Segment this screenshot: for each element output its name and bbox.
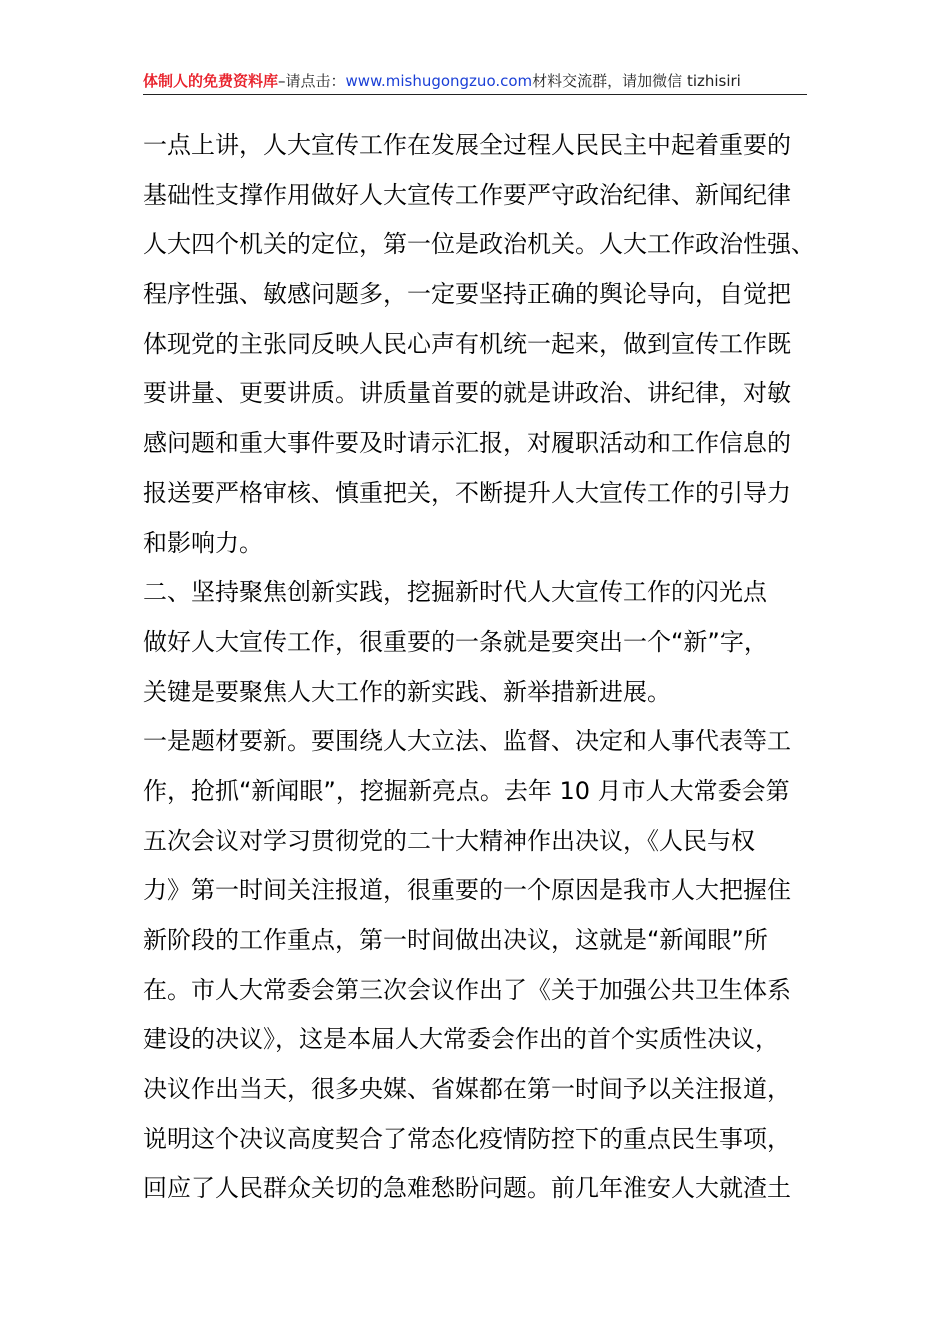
document-body bbox=[143, 121, 833, 1214]
text-line: 和影响力。 bbox=[143, 528, 263, 557]
page-header bbox=[143, 68, 807, 95]
text-line: 在。市人大常委会第三次会议作出了《关于加强公共卫生体系 bbox=[143, 975, 791, 1004]
header-brand: 体制人的免费资料库 bbox=[143, 72, 279, 90]
text-line: 程序性强、敏感问题多，一定要坚持正确的舆论导向，自觉把 bbox=[143, 280, 791, 309]
text-line: 做好人大宣传工作，很重要的一条就是要突出一个“新”字， bbox=[143, 627, 768, 656]
text-line: 一点上讲，人大宣传工作在发展全过程人民民主中起着重要的 bbox=[143, 131, 791, 159]
section-heading: 二、坚持聚焦创新实践，挖掘新时代人大宣传工作的闪光点 bbox=[143, 578, 767, 607]
text-line: 体现党的主张同反映人民心声有机统一起来，做到宣传工作既 bbox=[143, 329, 791, 358]
text-line: 说明这个决议高度契合了常态化疫情防控下的重点民生事项， bbox=[143, 1124, 791, 1153]
text-line: 回应了人民群众关切的急难愁盼问题。前几年淮安人大就渣土 bbox=[143, 1174, 791, 1203]
header-prompt: –请点击： bbox=[278, 72, 346, 90]
text-line: 新阶段的工作重点，第一时间做出决议，这就是“新闻眼”所 bbox=[143, 926, 768, 954]
header-note: 材料交流群，请加微信 tizhisiri bbox=[532, 72, 741, 90]
text-line: 要讲量、更要讲质。讲质量首要的就是讲政治、讲纪律，对敏 bbox=[143, 379, 791, 408]
text-line: 报送要严格审核、慎重把关，不断提升人大宣传工作的引导力 bbox=[143, 478, 791, 507]
header-url-link[interactable]: www.mishugongzuo.com bbox=[345, 72, 533, 90]
text-line: 建设的决议》，这是本届人大常委会作出的首个实质性决议， bbox=[143, 1025, 779, 1054]
text-line: 人大四个机关的定位，第一位是政治机关。人大工作政治性强、 bbox=[143, 230, 815, 259]
text-line: 力》第一时间关注报道，很重要的一个原因是我市人大把握住 bbox=[143, 876, 791, 905]
text-line: 五次会议对学习贯彻党的二十大精神作出决议，《人民与权 bbox=[143, 826, 755, 855]
text-line: 关键是要聚焦人大工作的新实践、新举措新进展。 bbox=[143, 677, 671, 706]
text-line: 作，抢抓“新闻眼”，挖掘新亮点。去年 10 月市人大常委会第 bbox=[143, 776, 790, 805]
text-line: 一是题材要新。要围绕人大立法、监督、决定和人事代表等工 bbox=[143, 727, 791, 756]
text-line: 基础性支撑作用做好人大宣传工作要严守政治纪律、新闻纪律 bbox=[143, 180, 791, 209]
text-line: 感问题和重大事件要及时请示汇报，对履职活动和工作信息的 bbox=[143, 429, 791, 458]
text-line: 决议作出当天，很多央媒、省媒都在第一时间予以关注报道， bbox=[143, 1075, 791, 1104]
